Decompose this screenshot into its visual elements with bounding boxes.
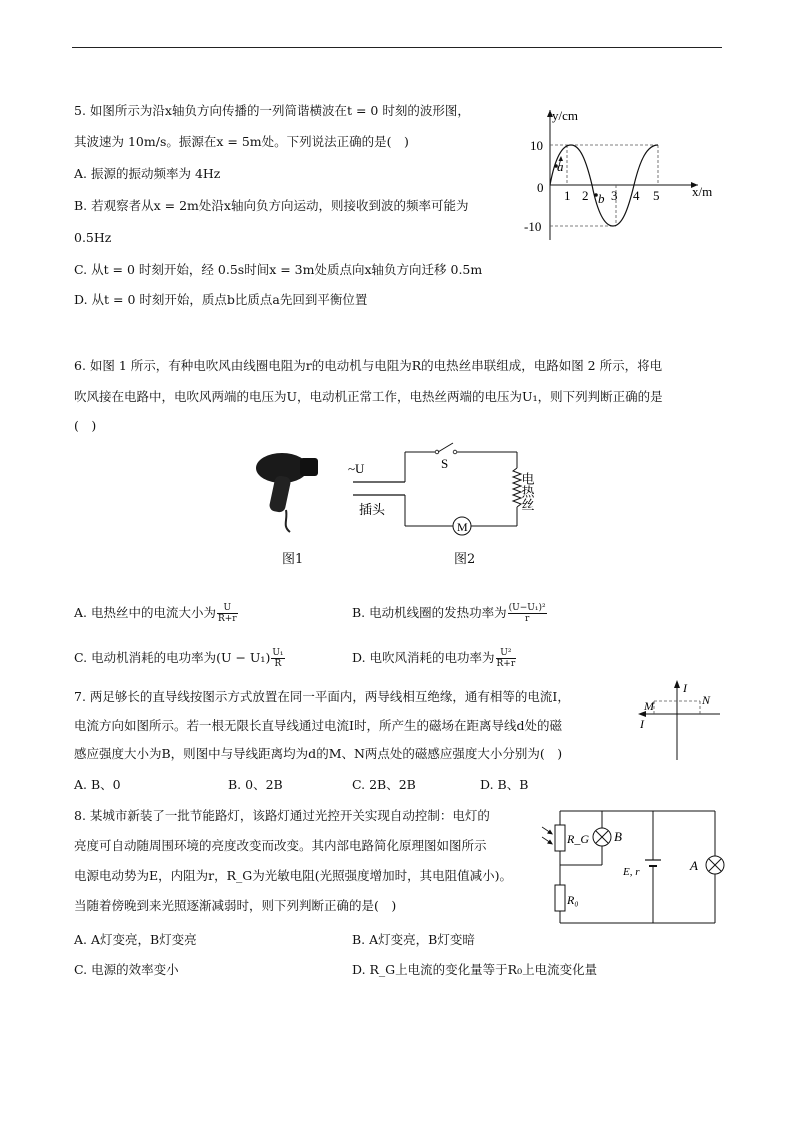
q6-line3: ( )	[74, 418, 97, 433]
q6-option-c: C. 电动机消耗的电功率为(U − U₁) $\frac{\text{U₁}}{R}$	[74, 648, 284, 669]
x-tick-2: 2	[582, 188, 589, 203]
lamp-b-label: B	[614, 829, 622, 844]
fig2-caption: 图2	[454, 552, 476, 567]
y-tick-top: 10	[530, 138, 543, 153]
q8-option-c: C. 电源的效率变小	[74, 962, 179, 977]
q5-line1: 5. 如图所示为沿x轴负方向传播的一列简谐横波在t = 0 时刻的波形图，	[74, 103, 470, 118]
q7-line1: 7. 两足够长的直导线按图示方式放置在同一平面内，两导线相互绝缘，通有相等的电流I，	[74, 689, 570, 704]
y-tick-bottom: -10	[524, 219, 542, 234]
x-tick-1: 1	[564, 188, 571, 203]
point-a-label: a	[557, 159, 564, 174]
q5-option-a: A. 振源的振动频率为 4Hz	[74, 166, 221, 181]
q7-line2: 电流方向如图所示。若一根无限长直导线通过电流I时，所产生的磁场在距离导线d处的磁	[74, 718, 562, 733]
q5-wave-graph	[520, 100, 730, 250]
y-axis-label: y/cm	[552, 108, 578, 123]
point-n-label: N	[702, 693, 711, 707]
point-m-label: M	[644, 699, 654, 713]
q7-option-a: A. B、0	[74, 777, 121, 792]
lamp-a-label: A	[690, 858, 698, 873]
x-tick-3: 3	[611, 188, 618, 203]
hair-dryer-image	[252, 448, 322, 534]
q8-line2: 亮度可自动随周围环境的亮度改变而改变。其内部电路简化原理图如图所示	[74, 838, 487, 853]
q8-line1: 8. 某城市新装了一批节能路灯，该路灯通过光控开关实现自动控制：电灯的	[74, 808, 490, 823]
q7-line3: 感应强度大小为B，则图中与导线距离均为d的M、N两点处的磁感应强度大小分别为( )	[74, 746, 563, 761]
q5-option-d: D. 从t = 0 时刻开始，质点b比质点a先回到平衡位置	[74, 292, 368, 307]
motor-label: M	[457, 520, 468, 534]
q5-option-b: B. 若观察者从x = 2m处沿x轴向负方向运动，则接收到波的频率可能为	[74, 198, 469, 213]
switch-label: S	[441, 456, 449, 471]
q7-option-d: D. B、B	[480, 777, 529, 792]
q7-wires-diagram	[632, 676, 722, 764]
plug-label: 插头	[359, 502, 386, 517]
q7-option-c: C. 2B、2B	[352, 777, 416, 792]
q8-option-d: D. R_G上电流的变化量等于R₀上电流变化量	[352, 962, 598, 977]
q8-option-a: A. A灯变亮，B灯变亮	[74, 932, 197, 947]
q5-option-c: C. 从t = 0 时刻开始，经 0.5s时间x = 3m处质点向x轴负方向迁移 0.5m	[74, 262, 483, 277]
q8-line4: 当随着傍晚到来光照逐渐减弱时，则下列判断正确的是( )	[74, 898, 397, 913]
q6-option-b: B. 电动机线圈的发热功率为 $\frac{\text{(U−U₁)²}}{r}$	[352, 603, 546, 624]
source-label: E, r	[623, 866, 640, 878]
q5-line2: 其波速为 10m/s。振源在x = 5m处。下列说法正确的是( )	[74, 134, 409, 149]
x-axis-label: x/m	[692, 184, 713, 199]
header-rule	[72, 47, 722, 48]
q6-line1: 6. 如图 1 所示，有种电吹风由线圈电阻为r的电动机与电阻为R的电热丝串联组成，电路如图 2 所示，将电	[74, 358, 663, 373]
q6-option-d: D. 电吹风消耗的电功率为 $\frac{\text{U²}}{R+r}$	[352, 648, 516, 669]
heater-label: 电热丝	[519, 472, 535, 511]
x-tick-5: 5	[653, 188, 660, 203]
q6-circuit-diagram	[345, 440, 550, 540]
q5-option-b-cont: 0.5Hz	[74, 230, 112, 245]
r0-label: R₀	[567, 893, 579, 907]
fig1-caption: 图1	[282, 552, 304, 567]
point-b-label: b	[598, 191, 605, 206]
x-tick-4: 4	[633, 188, 640, 203]
current-label-left: I	[640, 717, 644, 731]
q6-line2: 吹风接在电路中，电吹风两端的电压为U，电动机正常工作，电热丝两端的电压为U₁，则下列判断正确的是	[74, 389, 663, 404]
q6-option-a: A. 电热丝中的电流大小为 $\frac{U}{R+r}$	[74, 603, 237, 624]
q8-circuit-diagram	[540, 805, 725, 930]
current-label-top: I	[683, 681, 687, 695]
q8-line3: 电源电动势为E，内阻为r，R_G为光敏电阻(光照强度增加时，其电阻值减小)。	[74, 868, 513, 883]
y-tick-origin: 0	[537, 180, 544, 195]
rg-label: R_G	[567, 832, 589, 846]
q8-option-b: B. A灯变亮，B灯变暗	[352, 932, 475, 947]
q7-option-b: B. 0、2B	[228, 777, 283, 792]
source-label: ~U	[348, 461, 365, 476]
